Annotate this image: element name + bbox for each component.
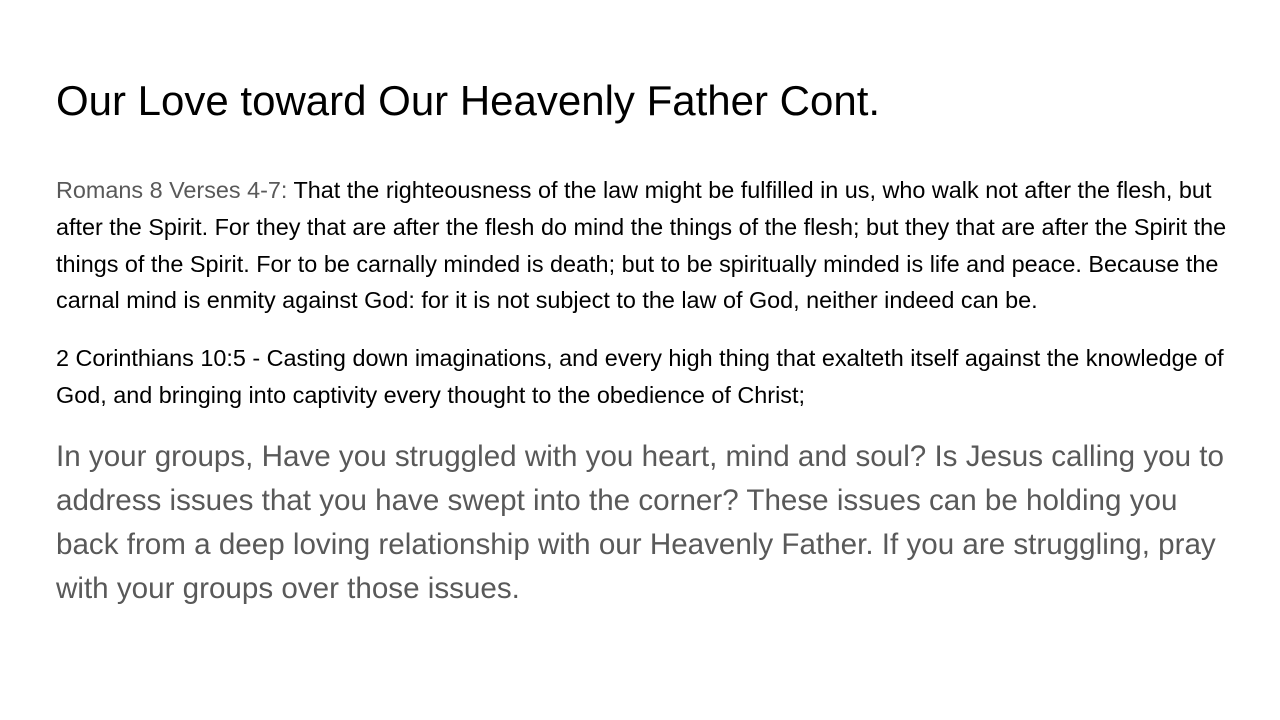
slide-body bbox=[56, 172, 1231, 611]
romans-text: That the righteousness of the law might be fulfilled in us, who walk not after the flesh, but after the Spirit. For they that are after the flesh do mind the things of the flesh; but they that are after the Spirit the things of the Spirit. For to be carnally minded is death; but to be spiritually minded is life and peace. Because the carnal mind is enmity against God: for it is not subject to the law of God, neither indeed can be. bbox=[56, 177, 1227, 314]
slide-title: Our Love toward Our Heavenly Father Cont. bbox=[56, 77, 881, 124]
corinthians-passage: 2 Corinthians 10:5 - Casting down imaginations, and every high thing that exalteth itself against the knowledge of God, and bringing into captivity every thought to the obedience of Christ; bbox=[56, 345, 1224, 408]
romans-passage bbox=[56, 172, 1231, 319]
romans-reference: Romans 8 Verses 4-7: bbox=[56, 177, 288, 203]
discussion-prompt: In your groups, Have you struggled with you heart, mind and soul? Is Jesus calling you to address issues that you have swept into the corner? These issues can be holding you back from a deep loving relationship with our Heavenly Father. If you are struggling, pray with your groups over those issues. bbox=[56, 439, 1224, 605]
